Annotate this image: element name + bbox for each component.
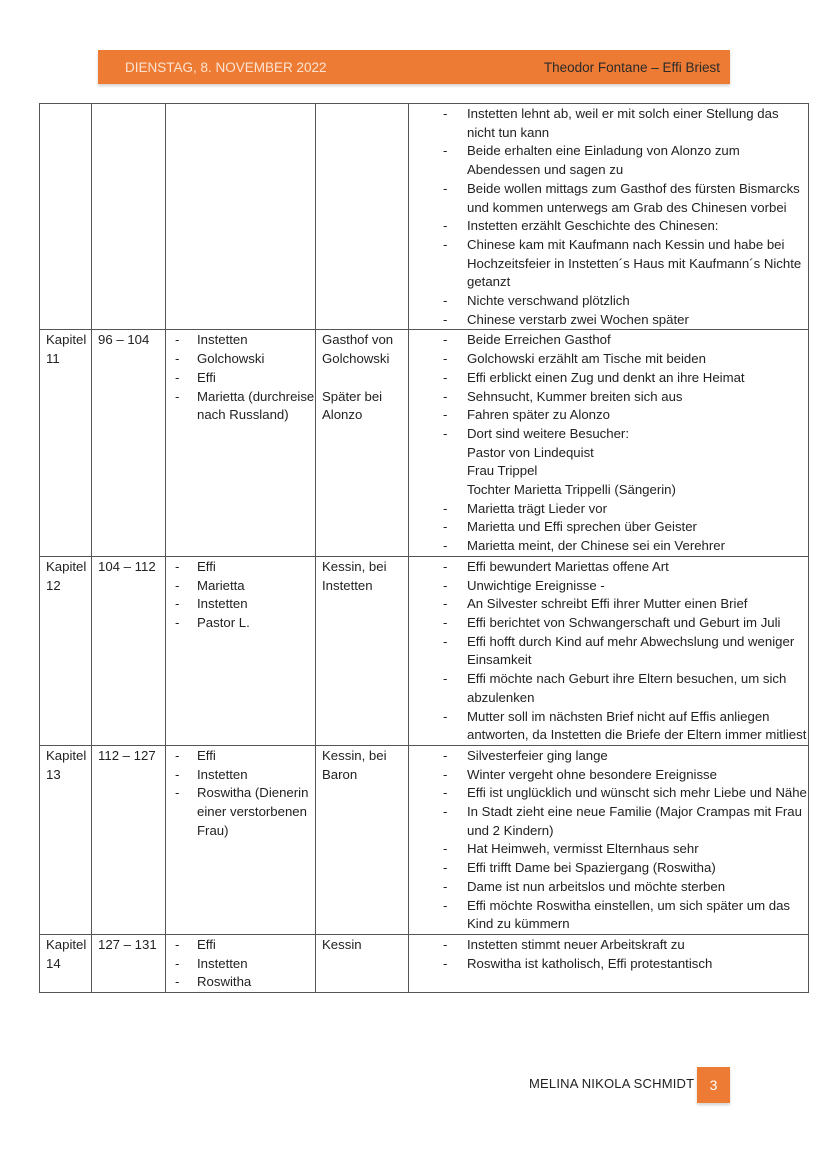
persons-cell bbox=[166, 556, 316, 745]
pages-cell: 104 – 112 bbox=[92, 556, 166, 745]
location-cell bbox=[316, 104, 409, 330]
pages-cell bbox=[92, 104, 166, 330]
event-item: - Beide Erreichen Gasthof bbox=[415, 331, 808, 350]
event-item: - Chinese verstarb zwei Wochen später bbox=[415, 311, 808, 330]
header-date: DIENSTAG, 8. NOVEMBER 2022 bbox=[125, 59, 327, 75]
events-cell bbox=[409, 330, 809, 556]
event-item: - Winter vergeht ohne besondere Ereignisse bbox=[415, 766, 808, 785]
page-header bbox=[98, 50, 730, 84]
events-cell bbox=[409, 745, 809, 934]
person-item: - Instetten bbox=[172, 955, 315, 974]
event-item: Tochter Marietta Trippelli (Sängerin) bbox=[467, 482, 676, 498]
chapter-cell bbox=[40, 104, 92, 330]
persons-cell bbox=[166, 934, 316, 992]
event-item: - Effi möchte nach Geburt ihre Eltern besuchen, um sich abzulenken bbox=[415, 670, 808, 707]
chapter-cell: Kapitel 13 bbox=[40, 745, 92, 934]
pages-cell: 96 – 104 bbox=[92, 330, 166, 556]
event-item: - Effi hofft durch Kind auf mehr Abwechslung und weniger Einsamkeit bbox=[415, 633, 808, 670]
events-cell bbox=[409, 556, 809, 745]
event-item: - An Silvester schreibt Effi ihrer Mutter einen Brief bbox=[415, 595, 808, 614]
person-item: - Effi bbox=[172, 747, 315, 766]
event-item: - Effi berichtet von Schwangerschaft und Geburt im Juli bbox=[415, 614, 808, 633]
person-item: - Golchowski bbox=[172, 350, 315, 369]
event-item: - Beide wollen mittags zum Gasthof des fürsten Bismarcks und kommen unterwegs am Grab des Chinesen vorbei bbox=[415, 180, 808, 217]
person-item: - Effi bbox=[172, 936, 315, 955]
table-row bbox=[40, 330, 809, 556]
events-cell bbox=[409, 104, 809, 330]
event-item: - Effi trifft Dame bei Spaziergang (Roswitha) bbox=[415, 859, 808, 878]
event-item: - Unwichtige Ereignisse - bbox=[415, 577, 808, 596]
persons-cell bbox=[166, 745, 316, 934]
table-row bbox=[40, 556, 809, 745]
table-row bbox=[40, 745, 809, 934]
chapter-cell: Kapitel 12 bbox=[40, 556, 92, 745]
event-item: - Beide erhalten eine Einladung von Alonzo zum Abendessen und sagen zu bbox=[415, 142, 808, 179]
person-item: - Effi bbox=[172, 369, 315, 388]
event-item: - Chinese kam mit Kaufmann nach Kessin und habe bei Hochzeitsfeier in Instetten´s Haus mit Kaufmann´s Nichte getanzt bbox=[415, 236, 808, 292]
person-item: - Roswitha bbox=[172, 973, 315, 992]
table-row bbox=[40, 934, 809, 992]
event-item: Pastor von Lindequist bbox=[467, 444, 594, 460]
event-item: - In Stadt zieht eine neue Familie (Major Crampas mit Frau und 2 Kindern) bbox=[415, 803, 808, 840]
person-item: - Marietta (durchreise nach Russland) bbox=[172, 388, 315, 425]
location-line: Kessin, bei Instetten bbox=[322, 558, 387, 593]
pages-cell: 127 – 131 bbox=[92, 934, 166, 992]
event-item: - Dort sind weitere Besucher: bbox=[415, 425, 808, 444]
event-item: - Marietta meint, der Chinese sei ein Verehrer bbox=[415, 537, 808, 556]
event-item: - Instetten lehnt ab, weil er mit solch einer Stellung das nicht tun kann bbox=[415, 105, 808, 142]
page-number-badge bbox=[697, 1067, 730, 1103]
location-cell bbox=[316, 745, 409, 934]
persons-cell bbox=[166, 104, 316, 330]
event-item: - Roswitha ist katholisch, Effi protestantisch bbox=[415, 955, 808, 974]
location-line: Kessin, bei Baron bbox=[322, 747, 387, 782]
chapter-cell: Kapitel 14 bbox=[40, 934, 92, 992]
event-item: - Marietta und Effi sprechen über Geister bbox=[415, 518, 808, 537]
event-item: - Instetten erzählt Geschichte des Chinesen: bbox=[415, 217, 808, 236]
chapter-cell: Kapitel 11 bbox=[40, 330, 92, 556]
page-number: 3 bbox=[709, 1077, 718, 1093]
event-item: - Golchowski erzählt am Tische mit beiden bbox=[415, 350, 808, 369]
event-item: Frau Trippel bbox=[467, 463, 538, 479]
event-item: - Hat Heimweh, vermisst Elternhaus sehr bbox=[415, 840, 808, 859]
location-cell bbox=[316, 330, 409, 556]
footer-author: MELINA NIKOLA SCHMIDT bbox=[529, 1076, 695, 1091]
chapter-table bbox=[39, 103, 809, 993]
persons-cell bbox=[166, 330, 316, 556]
event-item: - Mutter soll im nächsten Brief nicht auf Effis anliegen antworten, da Instetten die Briefe der Eltern immer mitliest bbox=[415, 708, 808, 745]
location-cell bbox=[316, 934, 409, 992]
person-item: - Roswitha (Dienerin einer verstorbenen Frau) bbox=[172, 784, 315, 840]
location-line bbox=[322, 369, 408, 388]
event-item: - Effi bewundert Mariettas offene Art bbox=[415, 558, 808, 577]
person-item: - Instetten bbox=[172, 595, 315, 614]
event-item: - Fahren später zu Alonzo bbox=[415, 406, 808, 425]
person-item: - Effi bbox=[172, 558, 315, 577]
person-item: - Marietta bbox=[172, 577, 315, 596]
person-item: - Pastor L. bbox=[172, 614, 315, 633]
table-row bbox=[40, 104, 809, 330]
location-cell bbox=[316, 556, 409, 745]
person-item: - Instetten bbox=[172, 766, 315, 785]
event-item: - Marietta trägt Lieder vor bbox=[415, 500, 808, 519]
event-item: - Dame ist nun arbeitslos und möchte sterben bbox=[415, 878, 808, 897]
event-item: - Silvesterfeier ging lange bbox=[415, 747, 808, 766]
pages-cell: 112 – 127 bbox=[92, 745, 166, 934]
location-line: Gasthof von Golchowski bbox=[322, 332, 394, 367]
event-item: - Sehnsucht, Kummer breiten sich aus bbox=[415, 388, 808, 407]
location-line: Später bei Alonzo bbox=[322, 388, 383, 423]
event-item: - Effi ist unglücklich und wünscht sich mehr Liebe und Nähe bbox=[415, 784, 808, 803]
event-item: - Effi erblickt einen Zug und denkt an ihre Heimat bbox=[415, 369, 808, 388]
event-item: - Instetten stimmt neuer Arbeitskraft zu bbox=[415, 936, 808, 955]
header-title: Theodor Fontane – Effi Briest bbox=[543, 59, 720, 75]
event-item: - Nichte verschwand plötzlich bbox=[415, 292, 808, 311]
location-line: Kessin bbox=[322, 936, 362, 952]
events-cell bbox=[409, 934, 809, 992]
person-item: - Instetten bbox=[172, 331, 315, 350]
event-item: - Effi möchte Roswitha einstellen, um sich später um das Kind zu kümmern bbox=[415, 897, 808, 934]
